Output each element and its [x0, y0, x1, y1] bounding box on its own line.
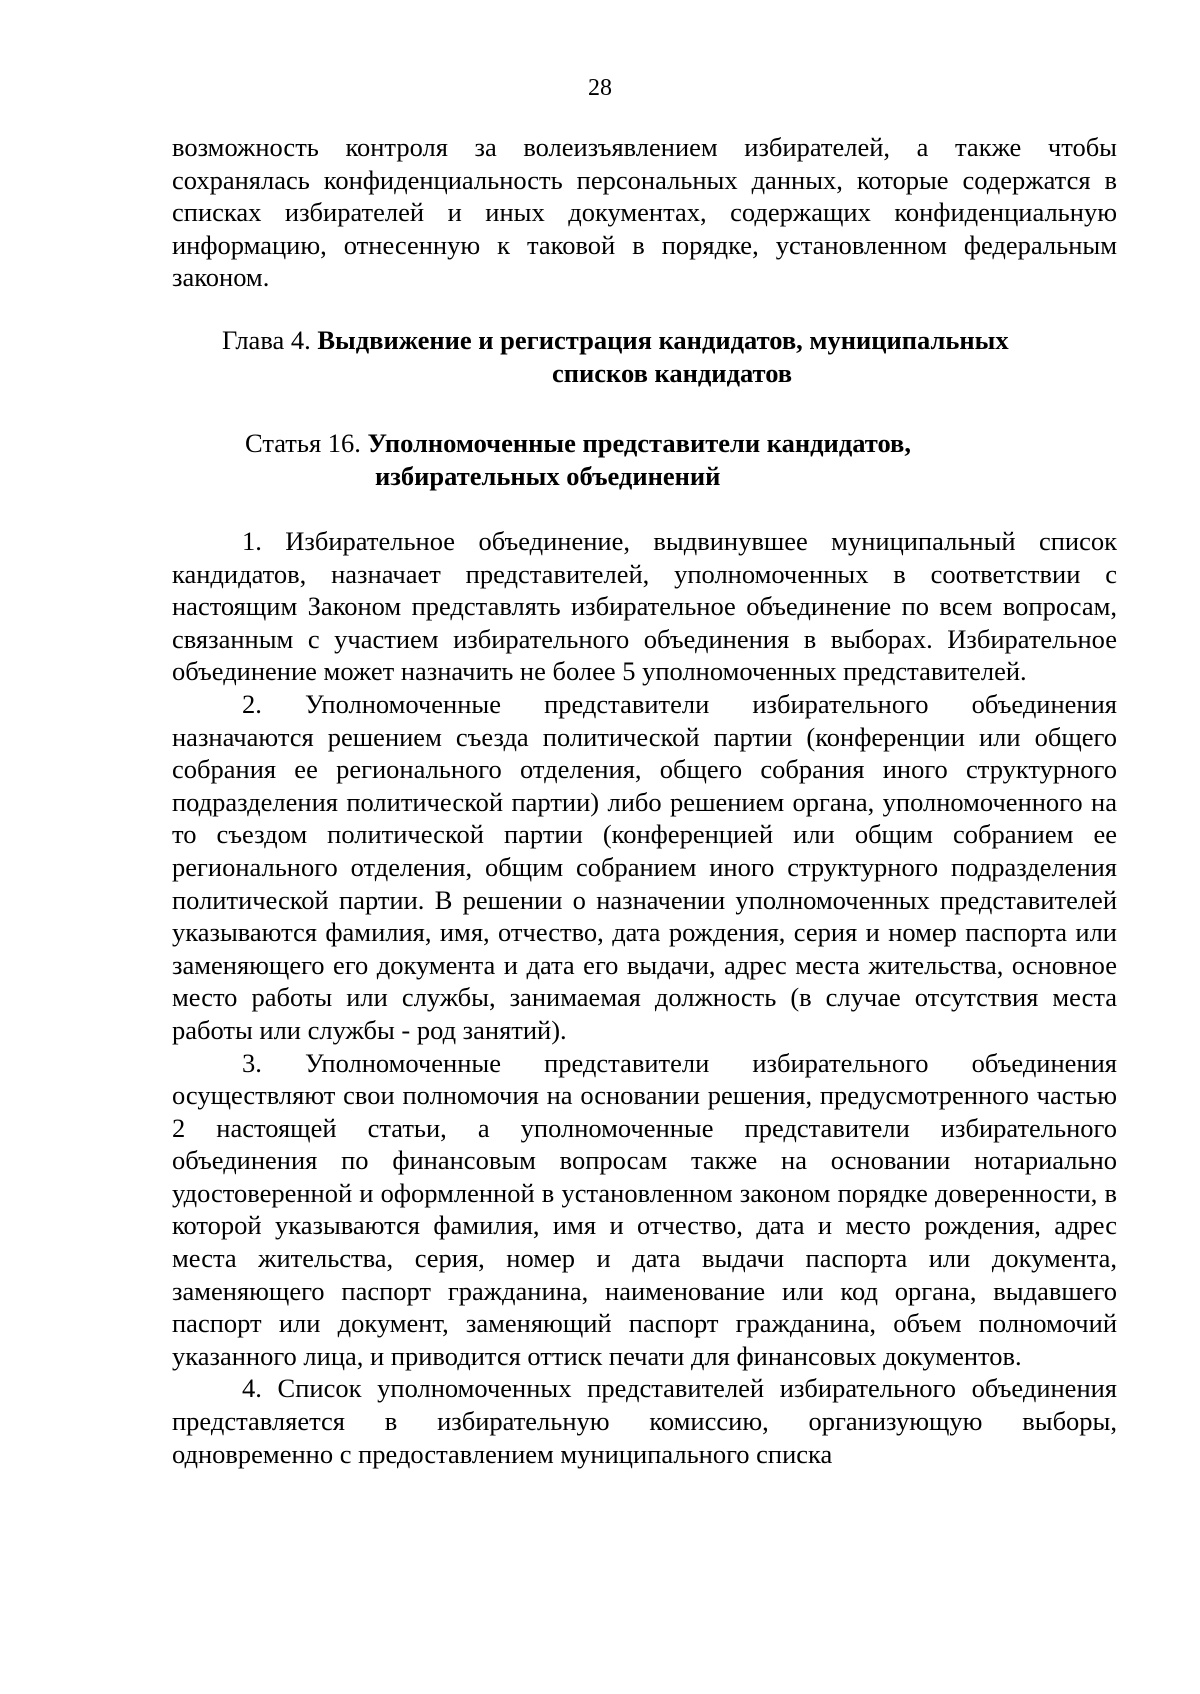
intro-section [172, 131, 1117, 294]
article-paragraph-2: 2. Уполномоченные представители избирательного объединения назначаются решением съезда политической партии (конференции или общего собрания ее регионального отделения, общего собрания иного структурного подразделения политической партии) либо решением органа, уполномоченного на то съездом политической партии (конференцией или общим собранием ее регионального отделения, общим собранием иного структурного подразделения политической партии. В решении о назначении уполномоченных представителей указываются фамилия, имя, отчество, дата рождения, серия и номер паспорта или заменяющего его документа и дата его выдачи, адрес места жительства, основное место работы или службы, занимаемая должность (в случае отсутствия места работы или службы - род занятий). [172, 688, 1117, 1045]
intro-paragraph: возможность контроля за волеизъявлением избирателей, а также чтобы сохранялась конфиденциальность персональных данных, которые содержатся в списках избирателей и иных документах, содержащих конфиденциальную информацию, отнесенную к таковой в порядке, установленном федеральным законом. [172, 132, 1117, 293]
article-title-line-2: избирательных объединений [375, 460, 721, 491]
article-body [172, 525, 1117, 1470]
article-paragraph-1: 1. Избирательное объединение, выдвинувшее муниципальный список кандидатов, назначает представителей, уполномоченных в соответствии с настоящим Законом представлять избирательное объединение по всем вопросам, связанным с участием избирательного объединения в выборах. Избирательное объединение может назначить не более 5 уполномоченных представителей. [172, 526, 1117, 687]
article-heading [245, 427, 1145, 492]
article-paragraph-3: 3. Уполномоченные представители избирательного объединения осуществляют свои полномочия на основании решения, предусмотренного частью 2 настоящей статьи, а уполномоченные представители избирательного объединения по финансовым вопросам также на основании нотариально удостоверенной и оформленной в установленном законом порядке доверенности, в которой указываются фамилия, имя и отчество, дата и место рождения, адрес места жительства, серия, номер и дата выдачи паспорта или документа, заменяющего паспорт гражданина, наименование или код органа, выдавшего паспорт или документ, заменяющий паспорт гражданина, объем полномочий указанного лица, и приводится оттиск печати для финансовых документов. [172, 1047, 1117, 1371]
article-paragraph-4: 4. Список уполномоченных представителей избирательного объединения представляется в избирательную комиссию, организующую выборы, одновременно с предоставлением муниципального списка [172, 1373, 1117, 1469]
chapter-heading [222, 324, 1122, 389]
article-title-line-1: Уполномоченные представители кандидатов, [367, 428, 911, 458]
page-number: 28 [588, 75, 612, 101]
chapter-label: Глава 4. [222, 325, 311, 355]
chapter-title-line-1: Выдвижение и регистрация кандидатов, муниципальных [317, 325, 1009, 355]
chapter-title-line-2: списков кандидатов [552, 357, 793, 388]
article-label: Статья 16. [245, 428, 361, 458]
